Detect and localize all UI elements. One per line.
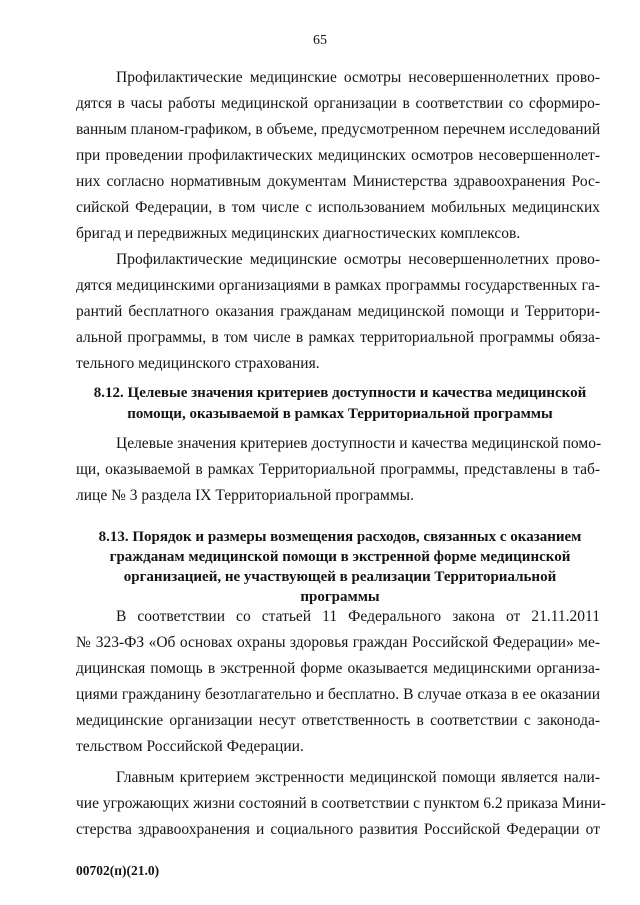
heading-line: гражданам медицинской помощи в экстренной форме медицинской (109, 549, 571, 565)
text-line: № 323-ФЗ «Об основах охраны здоровья граждан Российской Федерации» ме- (76, 634, 600, 651)
heading-line: 8.12. Целевые значения критериев доступности и качества медицинской (93, 385, 587, 401)
text-line: дицинская помощь в экстренной форме оказывается медицинскими организа- (76, 660, 600, 677)
text-line: щи, оказываемой в рамках Территориальной программы, представлены в таб- (76, 461, 600, 478)
text-line: сийской Федерации, в том числе с использованием мобильных медицинских (76, 199, 600, 216)
text-line: Профилактические медицинские осмотры несовершеннолетних прово- (116, 69, 600, 86)
document-code: 00702(п)(21.0) (76, 863, 160, 878)
text-line: медицинские организации несут ответственность в соответствии с законода- (76, 712, 600, 729)
page-number: 65 (313, 33, 327, 48)
text-line: чие угрожающих жизни состояний в соответствии с пунктом 6.2 приказа Мини- (76, 795, 606, 812)
heading-line: организацией, не участвующей в реализации Территориальной (123, 569, 557, 585)
text-line: тельного медицинского страхования. (76, 355, 320, 372)
text-line: них согласно нормативным документам Министерства здравоохранения Рос- (76, 173, 600, 190)
text-line: ванным планом-графиком, в объеме, предусмотренном перечнем исследований (76, 121, 601, 138)
text-line: лице № 3 раздела IX Территориальной программы. (76, 487, 414, 504)
text-line: бригад и передвижных медицинских диагностических комплексов. (76, 225, 521, 242)
text-line: стерства здравоохранения и социального развития Российской Федерации от (76, 821, 600, 838)
heading-line: программы (300, 589, 380, 605)
text-line: циями гражданину безотлагательно и бесплатно. В случае отказа в ее оказании (76, 686, 600, 703)
text-line: В соответствии со статьей 11 Федерального закона от 21.11.2011 (116, 608, 600, 625)
text-line: дятся в часы работы медицинской организации в соответствии со сформиро- (76, 95, 600, 112)
heading-line: помощи, оказываемой в рамках Территориальной программы (127, 406, 553, 422)
heading-line: 8.13. Порядок и размеры возмещения расходов, связанных с оказанием (98, 529, 582, 545)
text-line: тельством Российской Федерации. (76, 738, 304, 755)
text-line: дятся медицинскими организациями в рамках программы государственных га- (76, 277, 600, 294)
text-line: альной программы, в том числе в рамках территориальной программы обяза- (76, 329, 600, 346)
text-line: при проведении профилактических медицинских осмотров несовершеннолет- (76, 147, 600, 164)
text-line: Профилактические медицинские осмотры несовершеннолетних прово- (116, 251, 600, 268)
text-line: Главным критерием экстренности медицинской помощи является нали- (116, 769, 600, 786)
text-line: Целевые значения критериев доступности и качества медицинской помо- (116, 435, 602, 452)
text-line: рантий бесплатного оказания гражданам медицинской помощи и Территори- (76, 303, 600, 320)
